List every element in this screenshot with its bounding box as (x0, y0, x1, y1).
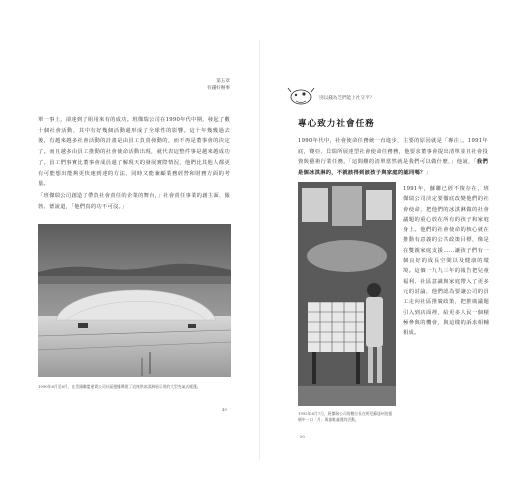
tent-photo (38, 224, 231, 377)
tent-photo-caption: 1990年6月至8月，在美國聯盟運貨公司社區邊緣興建了這座供冰淇淋展示用的大型充氣式帳篷。 (38, 384, 201, 389)
right-intro-text (298, 136, 488, 179)
girl-photo (298, 182, 396, 406)
left-quote-text: 「班傑瑞公司創造了帶負社會責任的企業的舞台，」社會責任事業的創主面、羅勃、德說道，「他們真的功不可沒。」 (38, 193, 230, 210)
right-body-text: 1991年，蘇聯已經不復存在，班傑瑞公司決定要徹底改變他們的社會使命，把他們的冰淇淋做的社會議題的重心放在所有的孩子和家庭身上。他們的社會使命的核心就在推動有意義的公共政策目標，像是在雙親家庭支援……讓孩子們有一個良好的成長空間以及健康的環境。這個一九九三年的報告把兒童福利、社區意識與家庭帶入了更多元的討論，他們認為要讓公司的員工走向社區推廣政策，把推廣議題引入到店面裡，給更多人民一個積極參與的機會，與這樣的訴求相輔相成。 (403, 186, 489, 337)
chapter-title: 有錢好辦事 (207, 86, 230, 91)
cow-mascot-icon (284, 84, 318, 108)
intro-text-end: 」 (425, 170, 432, 177)
chapter-label: 第五章 (216, 79, 230, 84)
right-page-number: 50 (300, 434, 305, 439)
right-page (260, 0, 520, 500)
left-body-text: 單一事上，卻達到了組用來有的成功。班傑瑞公司在1990年代中期，發起了數十個社會活動，其中有好幾個活動還形成了全球性的影響。這十年幾幾過去後，有越來越多社會活動的計畫是由員工負責發動的，而不再是董事會的決定了。而且越多由員工推動的社會使命活動出現，就代表這整件事是越來越成功了。員工們事實比董事會成員還了解現天的發展實際情況，他們比其他人都更有可能想出能夠更快速到達的方法，同時又能兼顧業務經營和財務方面的考量。 (38, 117, 230, 188)
left-running-head (150, 78, 230, 92)
intro-highlight: 我們是個冰淇淋的，不就該得到該孩子與家庭的認同嗎？ (298, 159, 488, 177)
right-running-head: 別以錢為芝們能上社交平？ (319, 96, 375, 101)
girl-photo-caption: 1992年6月7日，班傑瑞公司的數位長在明尼蘇達州伯靈頓中一口「月」與童鞋義賣的活動。 (298, 411, 393, 422)
left-page-number: 49 (222, 407, 227, 412)
section-title: 專心致力社會任務 (298, 119, 375, 129)
intro-text-start: 1990年代中，社會使命任務統一直進步，主要的原因就是「專注」。1991年底，賽亞、貝瑞所展達型社會使命任務務，他要求董事會提出清單並且社會投資與藝術行業任務。「這間難的清單當然就是我們可以做什麼，」他說，「 (298, 138, 488, 166)
